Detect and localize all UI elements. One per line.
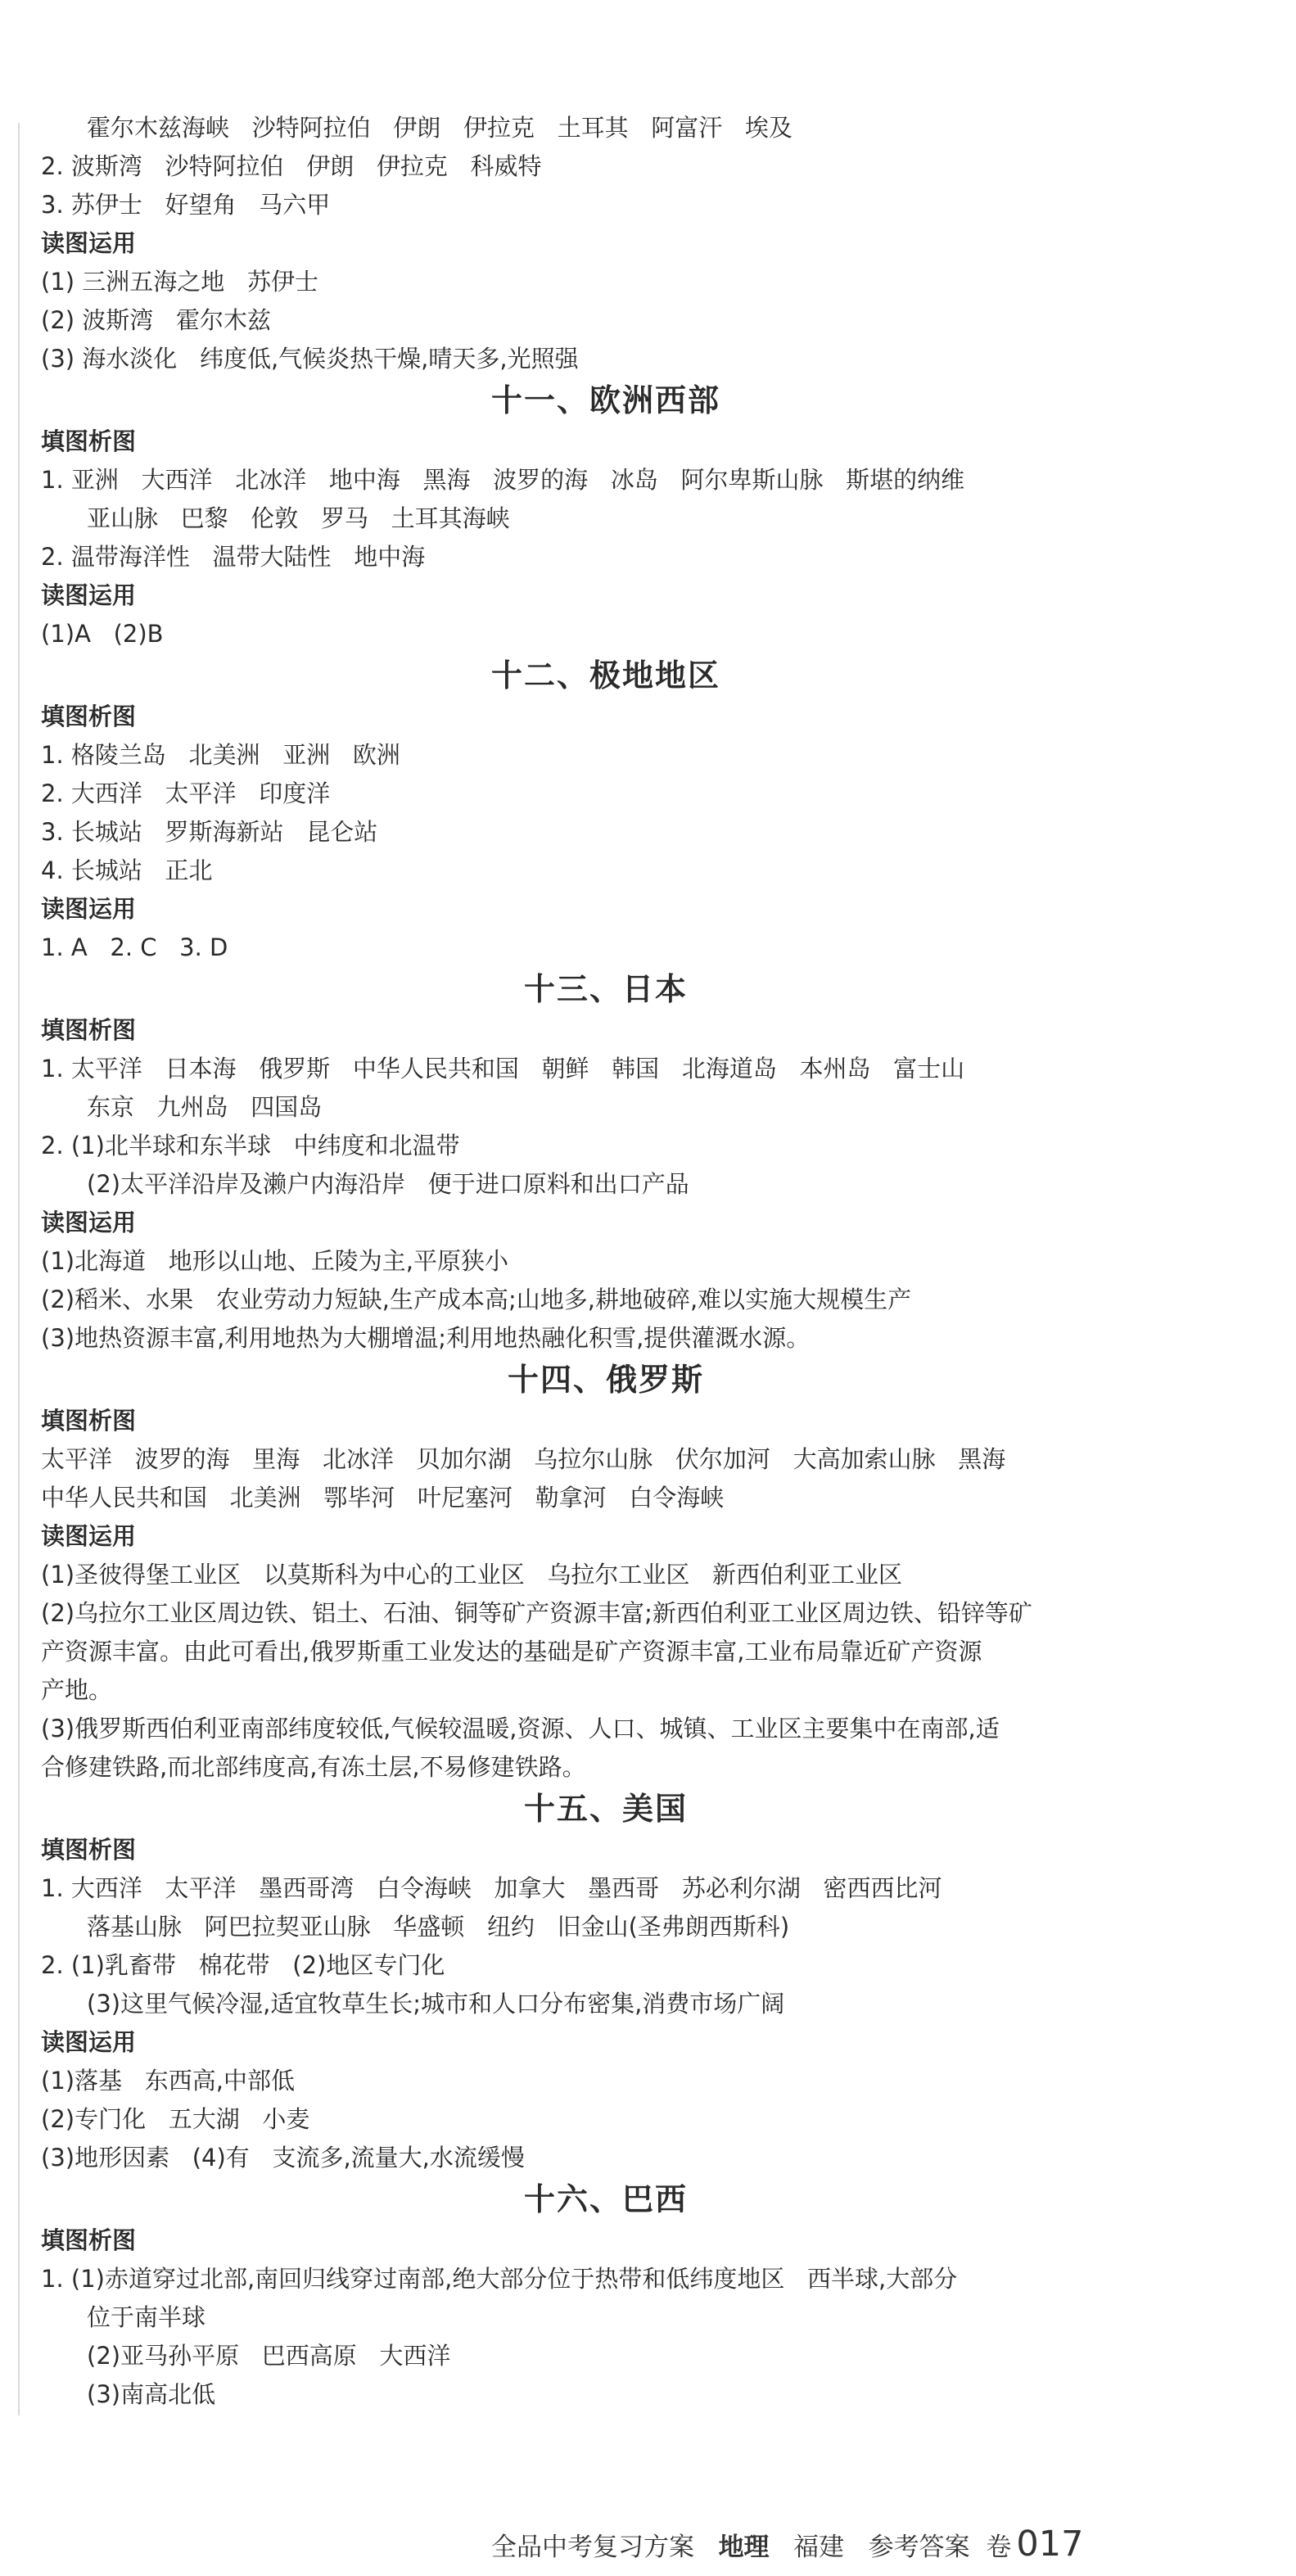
answer-line: 2. 波斯湾 沙特阿拉伯 伊朗 伊拉克 科威特 — [41, 152, 542, 180]
answer-line: 1. 太平洋 日本海 俄罗斯 中华人民共和国 朝鲜 韩国 北海道岛 本州岛 富士山 — [41, 1055, 965, 1082]
subsection-label: 填图析图 — [41, 1836, 137, 1864]
page-number: 017 — [1016, 2524, 1084, 2565]
answer-line: (1)A (2)B — [41, 620, 164, 648]
answer-line: 2. (1)乳畜带 棉花带 (2)地区专门化 — [41, 1951, 445, 1979]
answer-line: 1. 格陵兰岛 北美洲 亚洲 欧洲 — [41, 741, 400, 769]
subsection-label: 读图运用 — [41, 1209, 137, 1236]
answer-line: 4. 长城站 正北 — [41, 856, 213, 884]
answer-line: (1)落基 东西高,中部低 — [41, 2067, 295, 2095]
answer-line: (3)这里气候冷湿,适宜牧草生长;城市和人口分布密集,消费市场广阔 — [87, 1990, 785, 2018]
subsection-label: 填图析图 — [41, 703, 137, 730]
answer-line: (2)稻米、水果 农业劳动力短缺,生产成本高;山地多,耕地破碎,难以实施大规模生产 — [41, 1286, 912, 1313]
subsection-label: 读图运用 — [41, 581, 137, 609]
answer-line: 2. 温带海洋性 温带大陆性 地中海 — [41, 543, 426, 571]
answer-line: (3)地形因素 (4)有 支流多,流量大,水流缓慢 — [41, 2144, 525, 2172]
margin-divider — [18, 123, 20, 2416]
subsection-label: 填图析图 — [41, 1016, 137, 1044]
subsection-label: 填图析图 — [41, 2226, 137, 2254]
footer-region: 福建 — [793, 2533, 845, 2562]
answer-line: 1. A 2. C 3. D — [41, 933, 228, 961]
answer-line: (2)太平洋沿岸及濑户内海沿岸 便于进口原料和出口产品 — [87, 1170, 689, 1198]
page-footer — [491, 2524, 1083, 2565]
answer-line: 位于南半球 — [87, 2303, 206, 2331]
answer-line: 2. (1)北半球和东半球 中纬度和北温带 — [41, 1132, 460, 1159]
footer-vol: 卷 — [986, 2533, 1012, 2562]
answer-line: (2)乌拉尔工业区周边铁、铝土、石油、铜等矿产资源丰富;新西伯利亚工业区周边铁、铅锌等矿 — [41, 1599, 1032, 1627]
footer-subject: 地理 — [718, 2533, 770, 2562]
footer-section: 参考答案 — [868, 2533, 970, 2562]
subsection-label: 读图运用 — [41, 1522, 137, 1550]
subsection-label: 读图运用 — [41, 2028, 137, 2056]
section-heading: 十六、巴西 — [523, 2181, 688, 2217]
answer-line: (3)南高北低 — [87, 2380, 216, 2408]
footer-book: 全品中考复习方案 — [491, 2533, 694, 2562]
subsection-label: 填图析图 — [41, 1407, 137, 1435]
answer-line: (1)北海道 地形以山地、丘陵为主,平原狭小 — [41, 1247, 508, 1275]
answer-line: 1. (1)赤道穿过北部,南回归线穿过南部,绝大部分位于热带和低纬度地区 西半球,大部分 — [41, 2265, 958, 2293]
answer-line: 1. 大西洋 太平洋 墨西哥湾 白令海峡 加拿大 墨西哥 苏必利尔湖 密西西比河 — [41, 1874, 942, 1902]
answer-content — [41, 109, 1171, 2414]
answer-line: 合修建铁路,而北部纬度高,有冻土层,不易修建铁路。 — [41, 1753, 586, 1781]
answer-line: (3)地热资源丰富,利用地热为大棚增温;利用地热融化积雪,提供灌溉水源。 — [41, 1324, 811, 1352]
section-heading: 十一、欧洲西部 — [490, 382, 720, 418]
answer-line: (2)专门化 五大湖 小麦 — [41, 2105, 310, 2133]
section-heading: 十五、美国 — [523, 1791, 688, 1827]
answer-line: (2)亚马孙平原 巴西高原 大西洋 — [87, 2342, 451, 2370]
section-heading: 十三、日本 — [523, 971, 688, 1007]
answer-line: (3) 海水淡化 纬度低,气候炎热干燥,晴天多,光照强 — [41, 345, 579, 373]
section-heading: 十四、俄罗斯 — [507, 1362, 704, 1398]
answer-line: 东京 九州岛 四国岛 — [87, 1093, 323, 1121]
answer-line: 产资源丰富。由此可看出,俄罗斯重工业发达的基础是矿产资源丰富,工业布局靠近矿产资源 — [41, 1638, 982, 1665]
answer-line: 3. 苏伊士 好望角 马六甲 — [41, 191, 331, 219]
answer-line: 3. 长城站 罗斯海新站 昆仑站 — [41, 818, 378, 846]
subsection-label: 填图析图 — [41, 427, 137, 455]
answer-line: (1) 三洲五海之地 苏伊士 — [41, 268, 318, 296]
answer-line: 中华人民共和国 北美洲 鄂毕河 叶尼塞河 勒拿河 白令海峡 — [41, 1484, 725, 1512]
answer-line: 亚山脉 巴黎 伦敦 罗马 土耳其海峡 — [87, 504, 510, 532]
subsection-label: 读图运用 — [41, 229, 137, 257]
answer-line: (1)圣彼得堡工业区 以莫斯科为中心的工业区 乌拉尔工业区 新西伯利亚工业区 — [41, 1561, 903, 1589]
subsection-label: 读图运用 — [41, 895, 137, 923]
answer-line: (2) 波斯湾 霍尔木兹 — [41, 306, 271, 334]
answer-line: 产地。 — [41, 1676, 113, 1704]
section-heading: 十二、极地地区 — [490, 658, 720, 694]
answer-line: 1. 亚洲 大西洋 北冰洋 地中海 黑海 波罗的海 冰岛 阿尔卑斯山脉 斯堪的纳维 — [41, 466, 965, 494]
answer-line: 落基山脉 阿巴拉契亚山脉 华盛顿 纽约 旧金山(圣弗朗西斯科) — [87, 1913, 790, 1941]
answer-line: 2. 大西洋 太平洋 印度洋 — [41, 780, 331, 807]
answer-line: (3)俄罗斯西伯利亚南部纬度较低,气候较温暖,资源、人口、城镇、工业区主要集中在南部,适 — [41, 1715, 1000, 1742]
answer-line: 霍尔木兹海峡 沙特阿拉伯 伊朗 伊拉克 土耳其 阿富汗 埃及 — [87, 114, 793, 142]
answer-line: 太平洋 波罗的海 里海 北冰洋 贝加尔湖 乌拉尔山脉 伏尔加河 大高加索山脉 黑海 — [41, 1445, 1006, 1473]
